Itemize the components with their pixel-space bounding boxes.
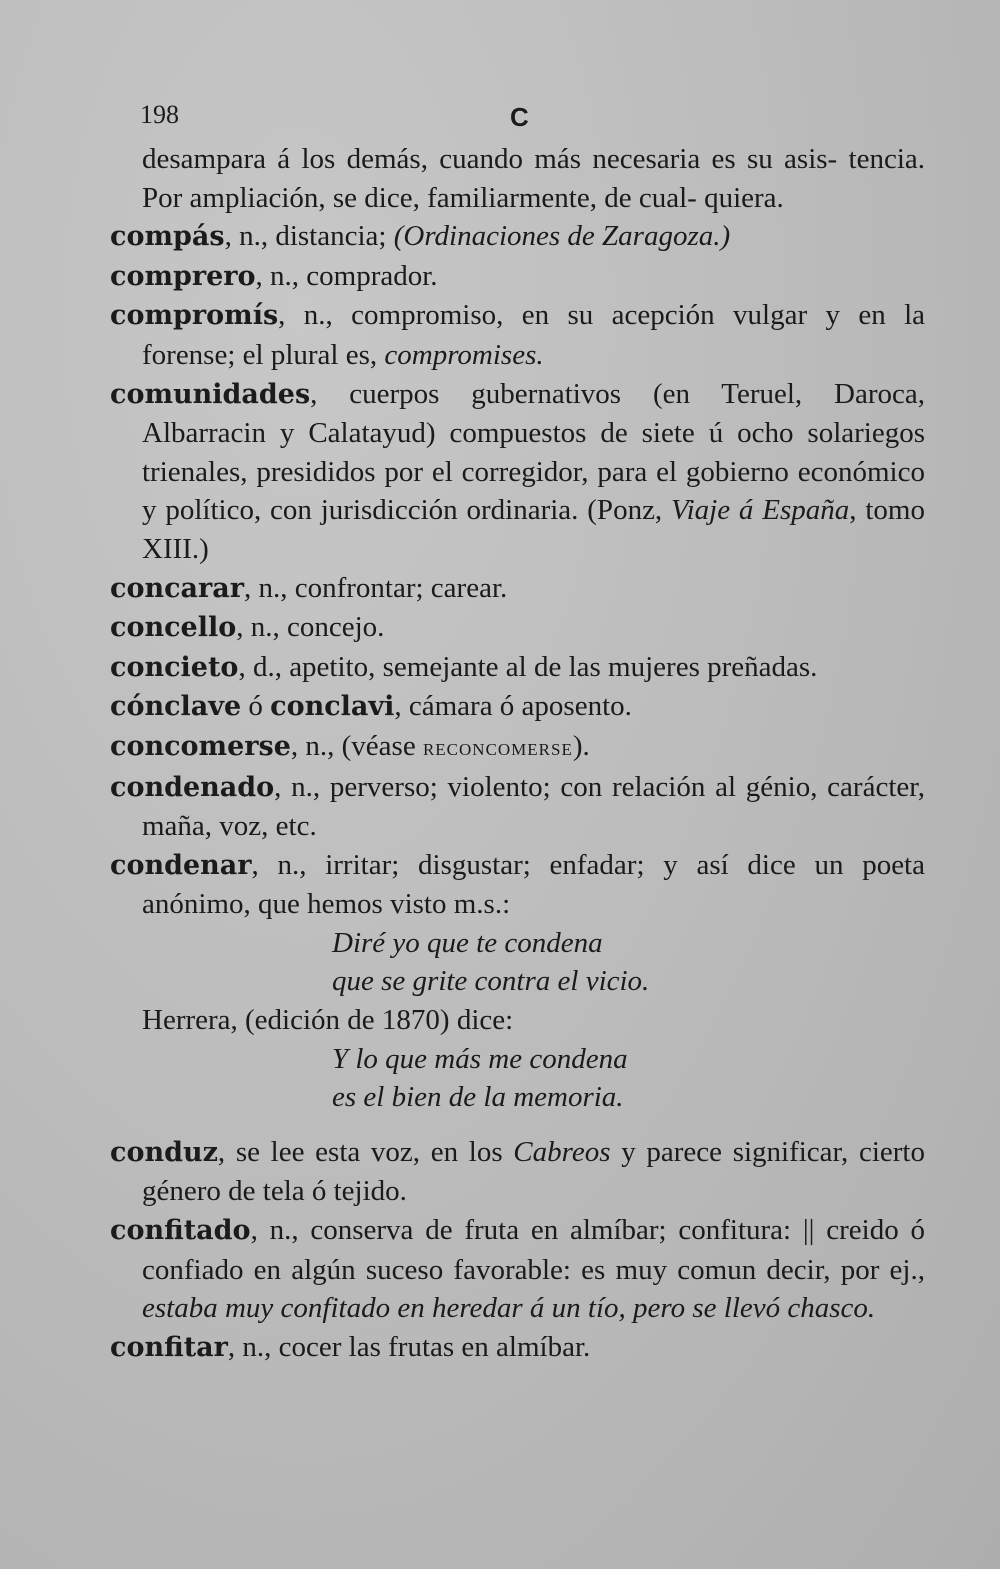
verse-line: es el bien de la memoria. xyxy=(332,1081,624,1114)
entry-concarar: concarar, n., confrontar; carear. xyxy=(110,571,508,604)
spacer xyxy=(110,1117,925,1133)
entry-conclave: cónclave ó conclavi, cámara ó aposento. xyxy=(110,690,632,723)
verse-line: Diré yo que te condena xyxy=(332,926,603,959)
entry-condenado: condenado, n., perverso; violento; con relación al génio, carácter, maña, voz, etc. xyxy=(110,770,925,843)
entry-comprero: comprero, n., comprador. xyxy=(110,259,438,292)
headword: confitado xyxy=(110,1215,251,1247)
entry-confitar: confitar, n., cocer las frutas en almíbar. xyxy=(110,1330,591,1363)
headword: condenado xyxy=(110,771,275,803)
entry-confitado: confitado, n., conserva de fruta en almíbar; confitura: || creido ó confiado en algún suceso favorable: es muy comun decir, por ej., estaba muy confitado en heredar á un tío, pero se llevó chasco. xyxy=(110,1214,925,1325)
headword: condenar xyxy=(110,849,252,881)
verse-line: que se grite contra el vicio. xyxy=(332,965,650,998)
entry-comunidades: comunidades, cuerpos gubernativos (en Teruel, Daroca, Albarracin y Calatayud) compuestos de siete ú ocho solariegos trienales, presididos por el corregidor, para el gobierno económico y político, con jurisdicción ordinaria. (Ponz, Viaje á España, tomo XIII.) xyxy=(110,377,925,565)
page-body xyxy=(110,140,925,1367)
headword: cónclave xyxy=(110,691,242,723)
entry-concieto: concieto, d., apetito, semejante al de las mujeres preñadas. xyxy=(110,650,818,683)
headword: comprero xyxy=(110,260,256,292)
entry-concomerse: concomerse, n., (véase reconcomerse). xyxy=(110,729,590,762)
entry-condenar: condenar, n., irritar; disgustar; enfadar; y así dice un poeta anónimo, que hemos visto m.s.: xyxy=(110,848,925,921)
headword: compromís xyxy=(110,300,279,332)
headword: concieto xyxy=(110,651,239,683)
section-letter: C xyxy=(510,102,529,132)
verse-line: Y lo que más me condena xyxy=(332,1042,628,1075)
page-number: 198 xyxy=(140,100,179,129)
cross-reference: reconcomerse xyxy=(422,734,573,761)
citation-line: Herrera, (edición de 1870) dice: xyxy=(142,1004,514,1037)
page-header xyxy=(140,100,920,140)
headword: concarar xyxy=(110,572,244,604)
entry-compas: compás, n., distancia; (Ordinaciones de Zaragoza.) xyxy=(110,220,731,253)
headword: comunidades xyxy=(110,378,311,410)
entry-compromis: compromís, n., compromiso, en su acepción vulgar y en la forense; el plural es, compromises. xyxy=(110,299,925,371)
headword: concello xyxy=(110,612,237,644)
entry-continuation: desampara á los demás, cuando más necesaria es su asis- tencia. Por ampliación, se dice, familiarmente, de cual- quiera. xyxy=(142,143,926,214)
headword: confitar xyxy=(110,1331,228,1363)
headword: compás xyxy=(110,221,225,253)
entry-concello: concello, n., concejo. xyxy=(110,611,385,644)
headword-variant: conclavi xyxy=(270,691,395,723)
headword: concomerse xyxy=(110,730,291,762)
entry-conduz: conduz, se lee esta voz, en los Cabreos y parece significar, cierto género de tela ó tejido. xyxy=(110,1135,925,1208)
headword: conduz xyxy=(110,1136,218,1168)
